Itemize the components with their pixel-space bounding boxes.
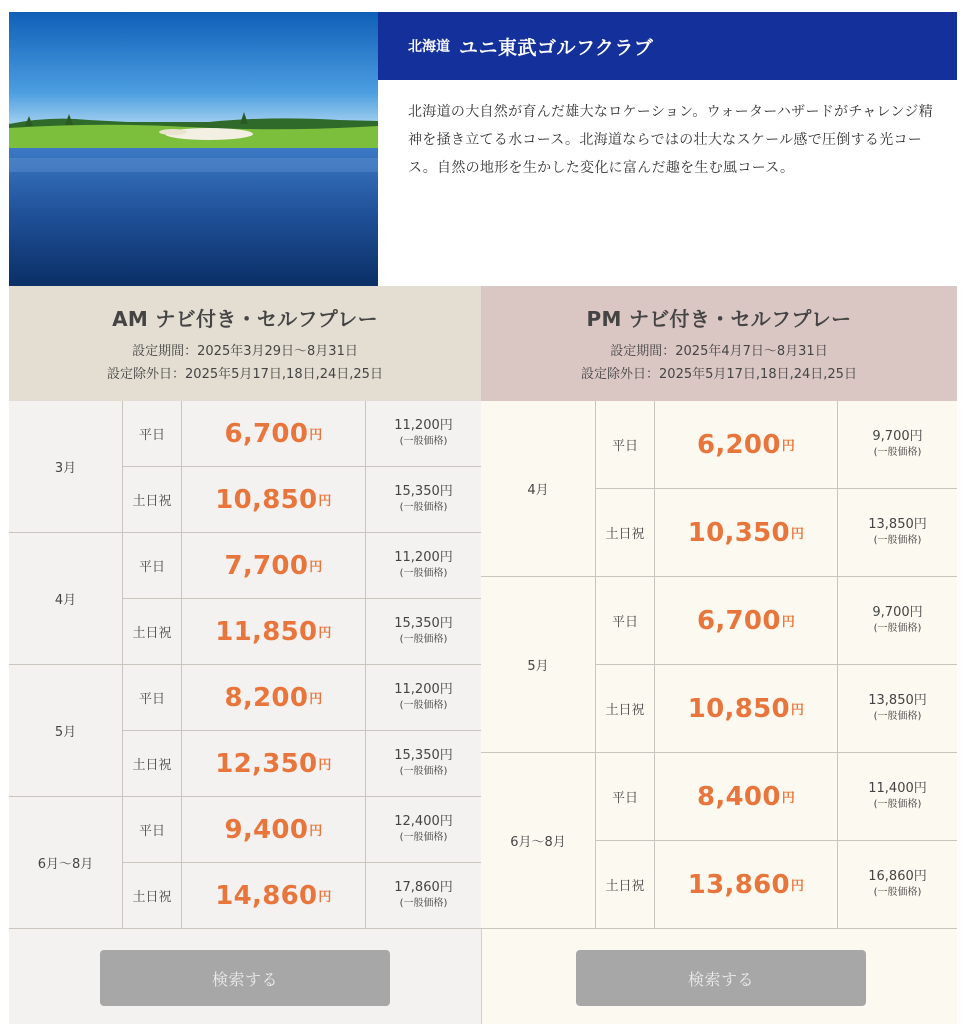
yen-unit: 円 xyxy=(318,890,332,905)
golf-course-photo xyxy=(9,12,378,286)
plan-price xyxy=(655,489,838,577)
regular-price-note: (一般価格) xyxy=(873,446,922,458)
regular-price-note: (一般価格) xyxy=(399,699,448,711)
regular-price-value: 13,850円 xyxy=(868,516,927,532)
regular-price-value: 15,350円 xyxy=(394,615,453,631)
month-label: 4月 xyxy=(9,533,123,665)
price-value: 8,200 xyxy=(224,682,309,713)
yen-unit: 円 xyxy=(309,428,323,443)
pm-plan-title: PM ナビ付き・セルフプレー xyxy=(586,307,852,331)
month-label: 5月 xyxy=(481,577,596,753)
yen-unit: 円 xyxy=(781,791,796,806)
price-value: 6,700 xyxy=(224,418,309,449)
regular-price xyxy=(838,753,957,841)
day-type-label: 土日祝 xyxy=(596,489,655,577)
month-label: 4月 xyxy=(481,401,596,577)
plan-price xyxy=(182,599,366,665)
am-plan-footer xyxy=(9,929,481,1024)
regular-price-note: (一般価格) xyxy=(873,798,922,810)
regular-price-note: (一般価格) xyxy=(399,765,448,777)
day-type-label: 土日祝 xyxy=(123,863,182,929)
price-value: 8,400 xyxy=(696,781,781,812)
month-label: 6月〜8月 xyxy=(9,797,123,929)
plan-price xyxy=(182,533,366,599)
plan-price xyxy=(182,665,366,731)
pm-plan-period: 設定期間：2025年4月7日〜8月31日 xyxy=(610,344,828,359)
regular-price xyxy=(838,841,957,929)
yen-unit: 円 xyxy=(318,758,332,773)
regular-price-value: 15,350円 xyxy=(394,483,453,499)
day-type-label: 土日祝 xyxy=(596,665,655,753)
plan-price xyxy=(655,401,838,489)
regular-price xyxy=(366,599,481,665)
pm-plan-footer xyxy=(481,929,957,1024)
yen-unit: 円 xyxy=(318,494,332,509)
regular-price-note: (一般価格) xyxy=(399,435,448,447)
day-type-label: 土日祝 xyxy=(596,841,655,929)
day-type-label: 平日 xyxy=(596,753,655,841)
plan-price xyxy=(182,731,366,797)
regular-price-note: (一般価格) xyxy=(399,897,448,909)
yen-unit: 円 xyxy=(790,527,805,542)
price-value: 10,850 xyxy=(215,484,318,515)
regular-price xyxy=(838,577,957,665)
regular-price-value: 11,200円 xyxy=(394,417,453,433)
regular-price xyxy=(366,863,481,929)
yen-unit: 円 xyxy=(309,824,323,839)
regular-price xyxy=(838,401,957,489)
day-type-label: 土日祝 xyxy=(123,599,182,665)
yen-unit: 円 xyxy=(318,626,332,641)
course-description: 北海道の大自然が育んだ雄大なロケーション。ウォーターハザードがチャレンジ精神を掻き立てる水コース。北海道ならではの壮大なスケール感で圧倒する光コース。自然の地形を生かした変化に富んだ趣を生む風コース。 xyxy=(408,104,934,176)
regular-price xyxy=(838,489,957,577)
plan-price xyxy=(182,401,366,467)
regular-price-value: 9,700円 xyxy=(872,428,923,444)
plan-price xyxy=(655,841,838,929)
regular-price-value: 13,850円 xyxy=(868,692,927,708)
regular-price xyxy=(838,665,957,753)
yen-unit: 円 xyxy=(790,703,805,718)
regular-price-note: (一般価格) xyxy=(399,567,448,579)
am-price-table xyxy=(9,401,481,929)
month-label: 5月 xyxy=(9,665,123,797)
regular-price-value: 11,400円 xyxy=(868,780,927,796)
day-type-label: 土日祝 xyxy=(123,731,182,797)
regular-price-value: 11,200円 xyxy=(394,549,453,565)
day-type-label: 平日 xyxy=(123,533,182,599)
regular-price-value: 11,200円 xyxy=(394,681,453,697)
regular-price xyxy=(366,797,481,863)
day-type-label: 平日 xyxy=(123,401,182,467)
am-plan-title: AM ナビ付き・セルフプレー xyxy=(112,307,378,331)
regular-price-note: (一般価格) xyxy=(873,534,922,546)
plan-price xyxy=(182,863,366,929)
regular-price-value: 15,350円 xyxy=(394,747,453,763)
pm-search-button[interactable]: 検索する xyxy=(576,950,866,1006)
regular-price xyxy=(366,401,481,467)
am-plan-header xyxy=(9,286,481,401)
yen-unit: 円 xyxy=(309,560,323,575)
am-plan-period: 設定期間：2025年3月29日〜8月31日 xyxy=(132,344,358,359)
price-value: 11,850 xyxy=(215,616,318,647)
plan-price xyxy=(655,665,838,753)
regular-price xyxy=(366,467,481,533)
regular-price-value: 17,860円 xyxy=(394,879,453,895)
pm-plan-excluded: 設定除外日：2025年5月17日,18日,24日,25日 xyxy=(581,367,857,382)
am-plan-excluded: 設定除外日：2025年5月17日,18日,24日,25日 xyxy=(107,367,383,382)
regular-price-note: (一般価格) xyxy=(873,710,922,722)
pm-plan-header xyxy=(481,286,957,401)
region-label: 北海道 xyxy=(408,39,450,55)
price-value: 10,850 xyxy=(687,693,790,724)
pm-plan-panel xyxy=(481,286,957,1024)
yen-unit: 円 xyxy=(309,692,323,707)
yen-unit: 円 xyxy=(781,439,796,454)
am-plan-panel xyxy=(9,286,481,1024)
price-value: 6,200 xyxy=(696,429,781,460)
yen-unit: 円 xyxy=(790,879,805,894)
price-value: 13,860 xyxy=(687,869,790,900)
day-type-label: 平日 xyxy=(596,577,655,665)
plan-price xyxy=(655,753,838,841)
regular-price-value: 12,400円 xyxy=(394,813,453,829)
price-value: 9,400 xyxy=(224,814,309,845)
regular-price-note: (一般価格) xyxy=(873,886,922,898)
day-type-label: 平日 xyxy=(123,797,182,863)
regular-price-note: (一般価格) xyxy=(399,501,448,513)
course-name: ユニ東武ゴルフクラブ xyxy=(459,36,654,59)
am-search-button[interactable]: 検索する xyxy=(100,950,390,1006)
regular-price-value: 9,700円 xyxy=(872,604,923,620)
pm-price-table xyxy=(481,401,957,929)
day-type-label: 土日祝 xyxy=(123,467,182,533)
price-value: 6,700 xyxy=(696,605,781,636)
day-type-label: 平日 xyxy=(123,665,182,731)
plan-price xyxy=(655,577,838,665)
price-value: 10,350 xyxy=(687,517,790,548)
day-type-label: 平日 xyxy=(596,401,655,489)
month-label: 6月〜8月 xyxy=(481,753,596,929)
regular-price-note: (一般価格) xyxy=(399,633,448,645)
yen-unit: 円 xyxy=(781,615,796,630)
regular-price-note: (一般価格) xyxy=(399,831,448,843)
regular-price-value: 16,860円 xyxy=(868,868,927,884)
price-value: 12,350 xyxy=(215,748,318,779)
price-value: 7,700 xyxy=(224,550,309,581)
month-label: 3月 xyxy=(9,401,123,533)
plan-price xyxy=(182,467,366,533)
price-value: 14,860 xyxy=(215,880,318,911)
course-header xyxy=(9,12,957,286)
regular-price xyxy=(366,533,481,599)
regular-price-note: (一般価格) xyxy=(873,622,922,634)
plan-price xyxy=(182,797,366,863)
course-title-bar xyxy=(378,12,957,80)
regular-price xyxy=(366,731,481,797)
regular-price xyxy=(366,665,481,731)
